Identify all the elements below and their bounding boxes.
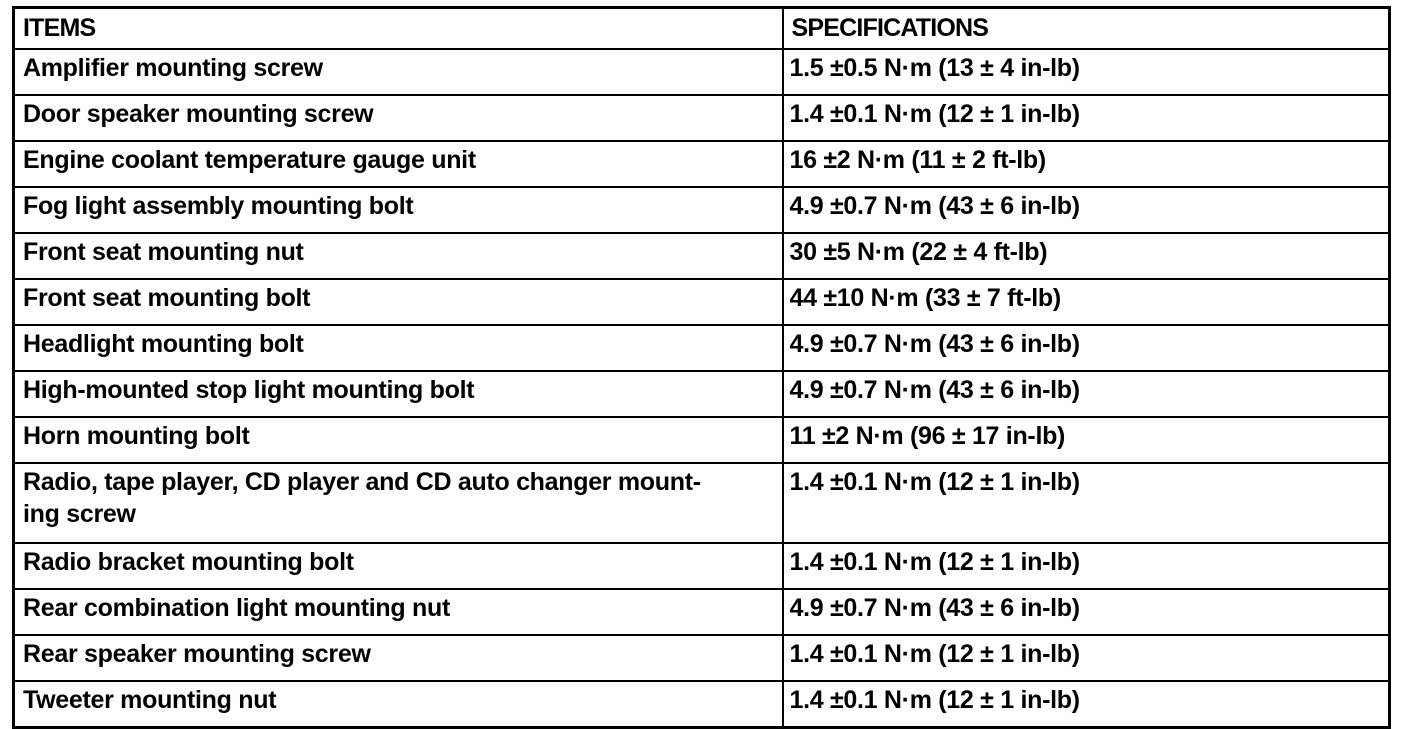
table-row <box>14 141 1390 187</box>
item-cell: Fog light assembly mounting bolt <box>14 187 783 233</box>
spec-cell: 4.9 ±0.7 N·m (43 ± 6 in-lb) <box>783 325 1390 371</box>
spec-cell: 1.4 ±0.1 N·m (12 ± 1 in-lb) <box>783 681 1390 728</box>
spec-cell: 4.9 ±0.7 N·m (43 ± 6 in-lb) <box>783 187 1390 233</box>
item-cell: Horn mounting bolt <box>14 417 783 463</box>
specifications-table <box>12 6 1391 729</box>
table-row <box>14 279 1390 325</box>
item-cell: Door speaker mounting screw <box>14 95 783 141</box>
spec-cell: 1.4 ±0.1 N·m (12 ± 1 in-lb) <box>783 463 1390 543</box>
table-row <box>14 325 1390 371</box>
item-cell-line: Radio, tape player, CD player and CD auto changer mount- <box>23 468 701 496</box>
items-column-header: ITEMS <box>14 8 783 50</box>
item-cell: Front seat mounting nut <box>14 233 783 279</box>
spec-cell: 16 ±2 N·m (11 ± 2 ft-lb) <box>783 141 1390 187</box>
table-row <box>14 233 1390 279</box>
item-cell: Rear speaker mounting screw <box>14 635 783 681</box>
spec-cell: 44 ±10 N·m (33 ± 7 ft-lb) <box>783 279 1390 325</box>
table-row <box>14 543 1390 589</box>
item-cell: Radio bracket mounting bolt <box>14 543 783 589</box>
item-cell: Headlight mounting bolt <box>14 325 783 371</box>
item-cell: Tweeter mounting nut <box>14 681 783 728</box>
item-cell: Rear combination light mounting nut <box>14 589 783 635</box>
table-row <box>14 371 1390 417</box>
item-cell: Engine coolant temperature gauge unit <box>14 141 783 187</box>
spec-cell: 30 ±5 N·m (22 ± 4 ft-lb) <box>783 233 1390 279</box>
item-cell-line: ing screw <box>23 500 136 528</box>
item-cell: High-mounted stop light mounting bolt <box>14 371 783 417</box>
spec-cell: 1.4 ±0.1 N·m (12 ± 1 in-lb) <box>783 543 1390 589</box>
table-row <box>14 95 1390 141</box>
spec-cell: 1.5 ±0.5 N·m (13 ± 4 in-lb) <box>783 49 1390 95</box>
specifications-column-header: SPECIFICATIONS <box>783 8 1390 50</box>
table-body <box>14 49 1390 728</box>
item-cell: Amplifier mounting screw <box>14 49 783 95</box>
table-row <box>14 463 1390 543</box>
header-row <box>14 8 1390 50</box>
spec-cell: 4.9 ±0.7 N·m (43 ± 6 in-lb) <box>783 589 1390 635</box>
table-row <box>14 417 1390 463</box>
table-header <box>14 8 1390 50</box>
item-cell: Front seat mounting bolt <box>14 279 783 325</box>
table-row <box>14 187 1390 233</box>
table-row <box>14 49 1390 95</box>
item-cell <box>14 463 783 543</box>
table-row <box>14 589 1390 635</box>
spec-cell: 1.4 ±0.1 N·m (12 ± 1 in-lb) <box>783 635 1390 681</box>
table-row <box>14 681 1390 728</box>
spec-cell: 11 ±2 N·m (96 ± 17 in-lb) <box>783 417 1390 463</box>
spec-cell: 1.4 ±0.1 N·m (12 ± 1 in-lb) <box>783 95 1390 141</box>
table-row <box>14 635 1390 681</box>
spec-cell: 4.9 ±0.7 N·m (43 ± 6 in-lb) <box>783 371 1390 417</box>
